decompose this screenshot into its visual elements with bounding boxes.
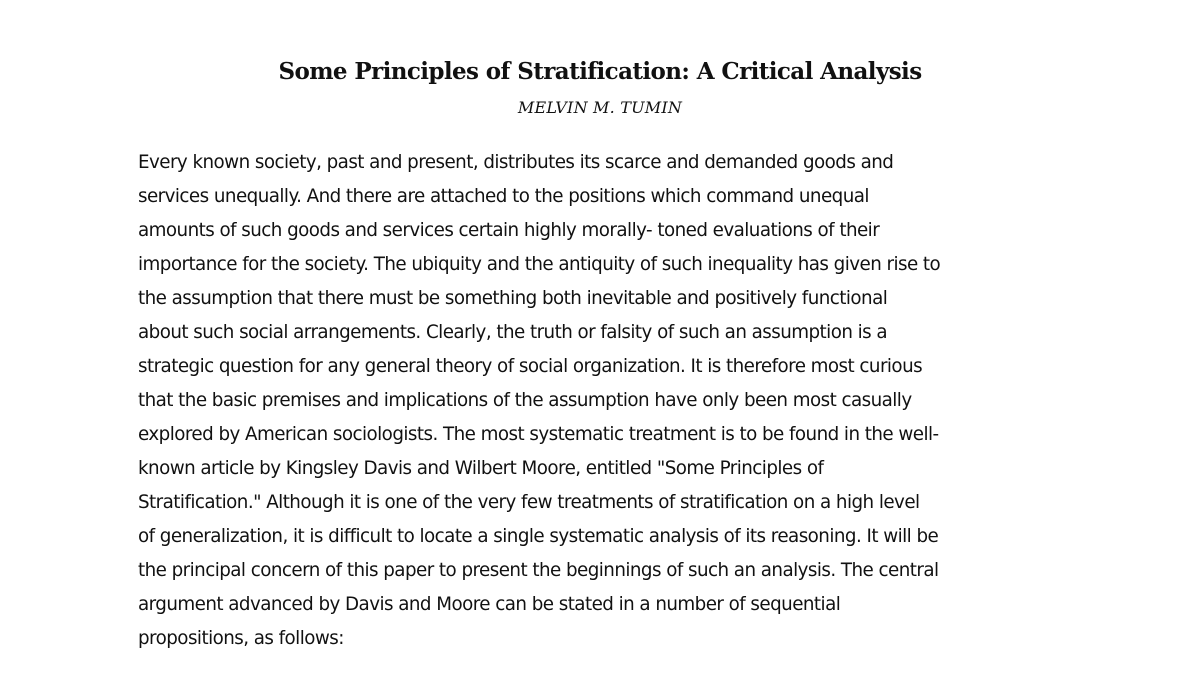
paragraph-line: the assumption that there must be something both inevitable and positively functional	[138, 288, 888, 309]
paragraph-line: propositions, as follows:	[138, 628, 344, 649]
document-author: MELVIN M. TUMIN	[517, 98, 683, 117]
paragraph-line: importance for the society. The ubiquity and the antiquity of such inequality has given rise to	[138, 254, 941, 275]
paragraph-line: explored by American sociologists. The most systematic treatment is to be found in the well-	[138, 424, 939, 445]
paragraph-line: services unequally. And there are attached to the positions which command unequal	[138, 186, 869, 207]
document-title: Some Principles of Stratification: A Critical Analysis	[278, 58, 922, 85]
paragraph-line: that the basic premises and implications of the assumption have only been most casually	[138, 390, 912, 411]
paragraph-line: known article by Kingsley Davis and Wilbert Moore, entitled "Some Principles of	[138, 458, 824, 479]
paragraph-line: about such social arrangements. Clearly, the truth or falsity of such an assumption is a	[138, 322, 888, 343]
paragraph-line: Every known society, past and present, distributes its scarce and demanded goods and	[138, 152, 894, 173]
paragraph-line: of generalization, it is difficult to locate a single systematic analysis of its reasoning. It will be	[138, 526, 939, 547]
body-paragraph	[138, 146, 1098, 656]
paragraph-line: argument advanced by Davis and Moore can be stated in a number of sequential	[138, 594, 841, 615]
paragraph-line: the principal concern of this paper to present the beginnings of such an analysis. The central	[138, 560, 939, 581]
paragraph-line: amounts of such goods and services certain highly morally- toned evaluations of their	[138, 220, 880, 241]
paragraph-line: Stratification." Although it is one of the very few treatments of stratification on a high level	[138, 492, 920, 513]
paragraph-line: strategic question for any general theory of social organization. It is therefore most curious	[138, 356, 923, 377]
